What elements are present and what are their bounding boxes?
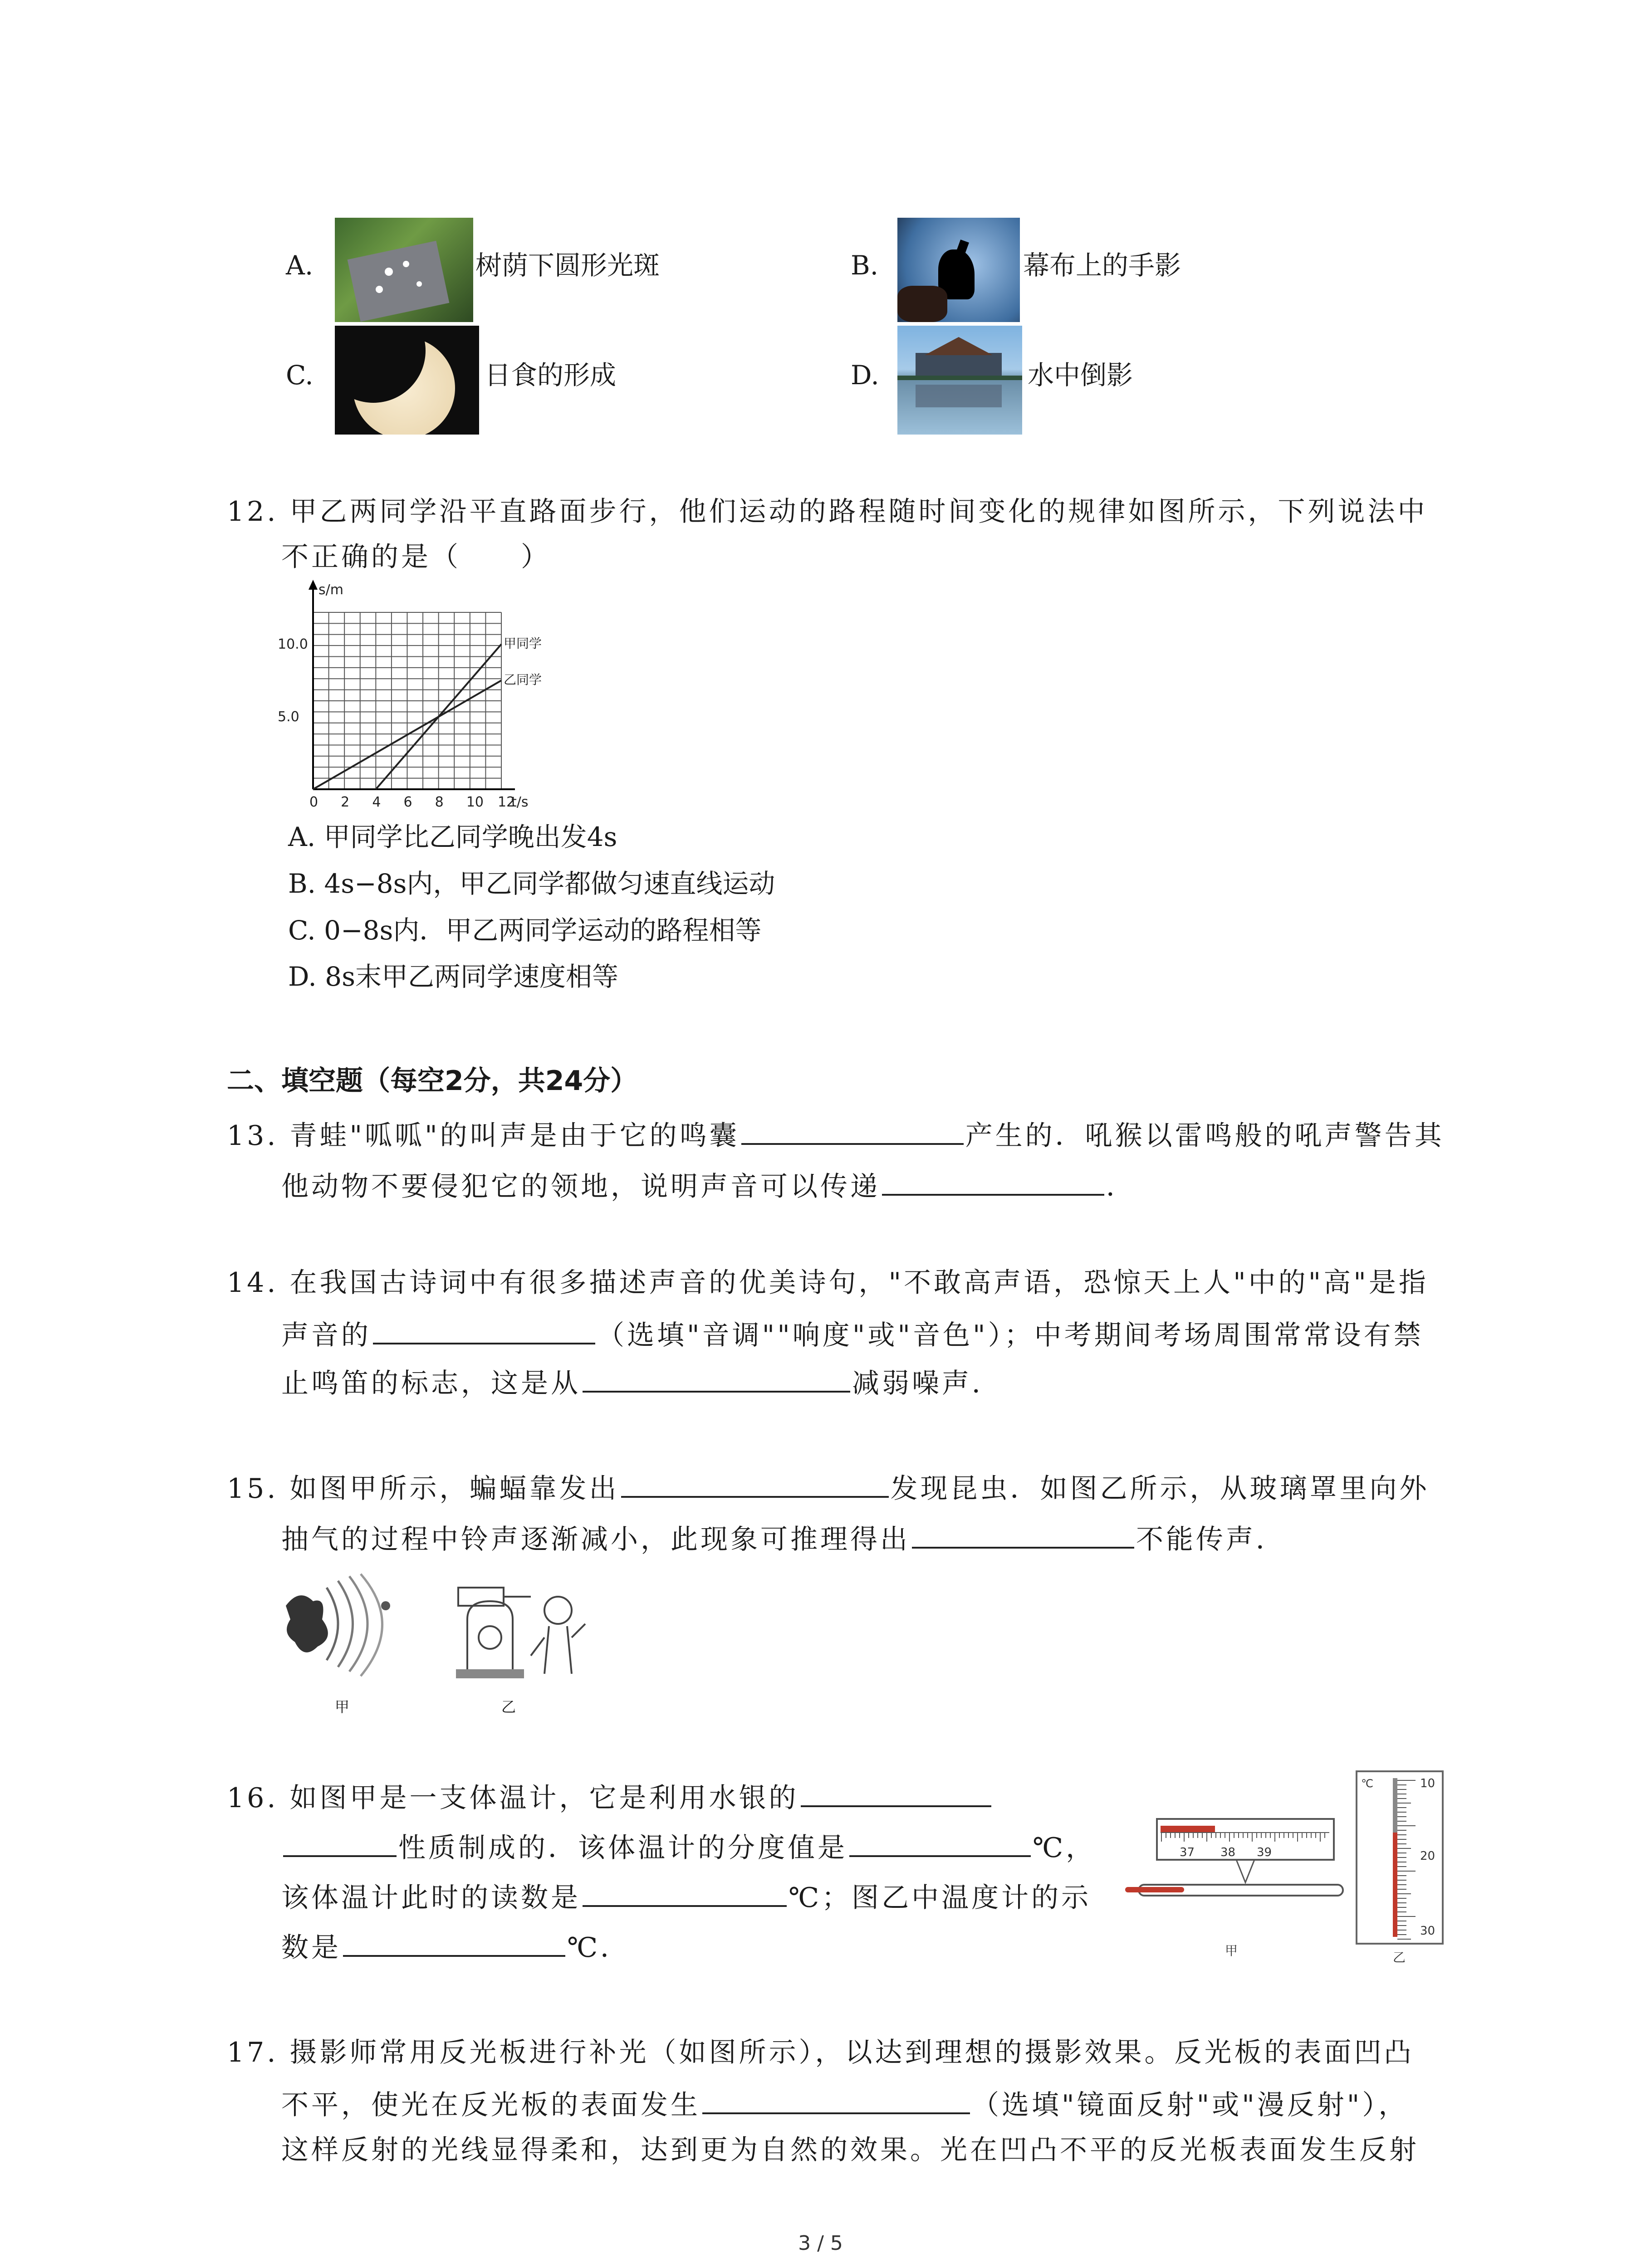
q14-blank-1[interactable] (373, 1315, 595, 1344)
q15-text-d: 不能传声． (1136, 1524, 1286, 1555)
solar-eclipse-image (335, 326, 479, 435)
y-tick-label-5.0: 5.0 (278, 709, 299, 725)
series-label-jia: 甲同学 (504, 636, 542, 651)
option-letter: A. (286, 250, 314, 281)
q14-line1: 14. 在我国古诗词中有很多描述声音的优美诗句，"不敢高声语，恐惊天上人"中的"高"是指 (227, 1267, 1429, 1299)
q13-text-b: 产生的．吼猴以雷鸣般的吼声警告其 (965, 1120, 1445, 1152)
q14-text-d: 止鸣笛的标志，这是从 (281, 1368, 581, 1399)
q15-line2 (281, 1520, 1286, 1558)
q16-text-b: 性质制成的．该体温计的分度值是 (398, 1832, 847, 1864)
q16-blank-1a[interactable] (801, 1778, 991, 1807)
lab-thermo-label-yi: 乙 (1393, 1950, 1406, 1965)
lab-thermo-unit: ℃ (1361, 1777, 1373, 1790)
q15-figures (277, 1569, 603, 1719)
y-axis-arrow (309, 580, 318, 590)
y-tick-label-10.0: 10.0 (278, 636, 308, 653)
chart-axes (309, 580, 515, 789)
q13-text-a: 13. 青蛙"呱呱"的叫声是由于它的鸣囊 (227, 1120, 740, 1152)
q13-line1 (227, 1116, 1445, 1154)
q16-line2 (281, 1828, 1096, 1866)
x-tick-label-4: 4 (372, 794, 381, 810)
q15-line1 (227, 1469, 1430, 1507)
chart-labels (278, 582, 542, 810)
q14-blank-2[interactable] (583, 1364, 850, 1393)
tree-shade-light-spots-image (335, 218, 473, 322)
q12-option-b: B. 4s−8s内，甲乙同学都做匀速直线运动 (288, 868, 775, 899)
option-text: 树荫下圆形光斑 (475, 250, 660, 281)
q16-blank-4[interactable] (343, 1928, 565, 1957)
q16-line1 (227, 1778, 993, 1816)
option-text: 日食的形成 (485, 360, 617, 391)
option-text: 幕布上的手影 (1023, 250, 1181, 281)
q13-text-d: ． (1106, 1171, 1136, 1202)
q13-blank-1[interactable] (741, 1116, 964, 1145)
x-tick-label-6: 6 (403, 794, 412, 810)
x-axis-label: t/s (511, 794, 529, 810)
q13-blank-2[interactable] (882, 1167, 1104, 1196)
q12-option-d: D. 8s末甲乙两同学速度相等 (288, 961, 618, 992)
q16-line3 (281, 1878, 1091, 1916)
q15-label-jia: 甲 (335, 1698, 350, 1716)
q15-blank-2[interactable] (912, 1520, 1134, 1549)
x-tick-label-0: 0 (309, 794, 318, 810)
q13-text-c: 他动物不要侵犯它的领地，说明声音可以传递 (281, 1171, 880, 1202)
x-tick-label-12: 12 (498, 794, 515, 810)
chart-grid (313, 612, 501, 789)
q17-blank-1[interactable] (702, 2085, 970, 2114)
q16-text-g: ℃． (567, 1932, 631, 1964)
q15-label-yi: 乙 (501, 1698, 516, 1716)
q15-text-a: 15. 如图甲所示，蝙蝠靠发出 (227, 1473, 619, 1505)
q12-option-a: A. 甲同学比乙同学晚出发4s (288, 821, 617, 852)
q17-text-b: 不平，使光在反光板的表面发生 (281, 2089, 700, 2121)
q13-line2 (281, 1167, 1136, 1205)
x-tick-label-10: 10 (466, 794, 484, 810)
option-letter: B. (851, 250, 879, 281)
water-reflection-image (897, 326, 1022, 435)
q17-line1: 17. 摄影师常用反光板进行补光（如图所示），以达到理想的摄影效果。反光板的表面凹凸 (227, 2037, 1414, 2068)
lab-thermometer-figure (1352, 1769, 1452, 1969)
series-label-yi: 乙同学 (504, 672, 542, 688)
lab-thermo-tick-30: 30 (1420, 1924, 1435, 1938)
thermo-tick-label-39: 39 (1257, 1846, 1272, 1859)
q12-distance-time-chart (272, 576, 581, 812)
option-text: 水中倒影 (1028, 360, 1133, 391)
x-tick-label-2: 2 (341, 794, 350, 810)
x-tick-label-8: 8 (435, 794, 444, 810)
q16-blank-1b[interactable] (283, 1828, 397, 1857)
q14-text-c: （选填"音调""响度"或"音色"）；中考期间考场周围常常设有禁 (597, 1320, 1424, 1351)
q16-text-d: 该体温计此时的读数是 (281, 1882, 581, 1914)
option-letter: C. (286, 360, 314, 391)
section-title: 二、填空题（每空2分，共24分） (227, 1065, 638, 1097)
bat-echolocation-figure (286, 1574, 390, 1676)
q14-text-e: 减弱噪声． (852, 1368, 1002, 1399)
thermo-tick-label-38: 38 (1220, 1846, 1236, 1859)
q15-text-c: 抽气的过程中铃声逐渐减小，此现象可推理得出 (281, 1524, 910, 1555)
q17-line2 (281, 2085, 1408, 2123)
q16-line4 (281, 1928, 630, 1966)
y-axis-label: s/m (318, 582, 343, 598)
q16-blank-3[interactable] (583, 1878, 787, 1907)
q12-stem-line1: 12. 甲乙两同学沿平直路面步行，他们运动的路程随时间变化的规律如图所示，下列说法中 (227, 496, 1428, 528)
bell-jar-vacuum-figure (456, 1588, 585, 1678)
q15-blank-1[interactable] (621, 1469, 889, 1498)
lab-thermo-tick-20: 20 (1420, 1849, 1435, 1863)
thermo-tick-label-37: 37 (1180, 1846, 1195, 1859)
q14-line3 (281, 1364, 1002, 1402)
thermo-label-jia: 甲 (1225, 1943, 1238, 1958)
hand-shadow-image (897, 218, 1020, 322)
q16-text-e: ℃；图乙中温度计的示 (789, 1882, 1092, 1914)
lab-thermo-tick-10: 10 (1420, 1777, 1435, 1790)
page-number: 3 / 5 (798, 2232, 843, 2255)
q17-text-c: （选填"镜面反射"或"漫反射"）， (972, 2089, 1409, 2121)
q14-text-b: 声音的 (281, 1320, 371, 1351)
q17-line3: 这样反射的光线显得柔和，达到更为自然的效果。光在凹凸不平的反光板表面发生反射 (281, 2134, 1419, 2166)
option-letter: D. (851, 360, 879, 391)
q16-blank-2[interactable] (849, 1828, 1031, 1857)
q16-text-a: 16. 如图甲是一支体温计，它是利用水银的 (227, 1782, 799, 1814)
q12-option-c: C. 0−8s内．甲乙两同学运动的路程相等 (288, 915, 762, 946)
q16-text-f: 数是 (281, 1932, 341, 1964)
q12-stem-line2: 不正确的是（ ） (281, 541, 551, 573)
q16-text-c: ℃， (1033, 1832, 1096, 1864)
q14-line2 (281, 1315, 1424, 1354)
q15-text-b: 发现昆虫．如图乙所示，从玻璃罩里向外 (890, 1473, 1430, 1505)
